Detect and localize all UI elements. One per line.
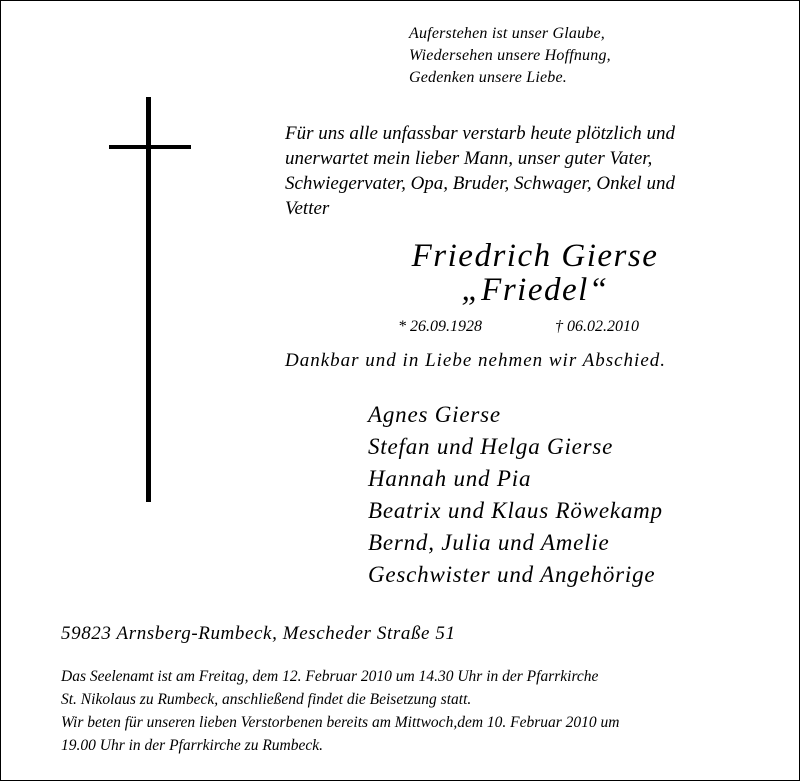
service-notice [61,665,620,757]
notice-line: 19.00 Uhr in der Pfarrkirche zu Rumbeck. [61,737,324,754]
motto-line: Gedenken unsere Liebe. [409,69,567,86]
address: 59823 Arnsberg-Rumbeck, Mescheder Straße 51 [61,623,456,644]
family-member: Stefan und Helga Gierse [368,434,614,459]
cross-vertical-bar [146,97,151,502]
deceased-name: Friedrich Gierse [411,238,659,274]
family-member: Geschwister und Angehörige [368,562,656,587]
family-member: Beatrix und Klaus Röwekamp [368,498,663,523]
notice-line: Wir beten für unseren lieben Verstorbenen bereits am Mittwoch,dem 10. Februar 2010 um [61,714,620,731]
birth-date: * 26.09.1928 [398,318,482,335]
family-list [368,399,663,591]
farewell-line: Dankbar und in Liebe nehmen wir Abschied. [285,350,667,371]
intro-line: Vetter [285,198,330,219]
intro-line: Für uns alle unfassbar verstarb heute plötzlich und [285,123,676,144]
family-member: Bernd, Julia und Amelie [368,530,610,555]
intro-line: unerwartet mein lieber Mann, unser guter Vater, [285,148,653,169]
motto [409,23,611,89]
family-member: Agnes Gierse [368,402,501,427]
intro-text [285,121,785,221]
motto-line: Auferstehen ist unser Glaube, [409,25,605,42]
deceased-name-block [285,239,785,307]
notice-line: Das Seelenamt ist am Freitag, dem 12. Februar 2010 um 14.30 Uhr in der Pfarrkirche [61,668,599,685]
family-member: Hannah und Pia [368,466,532,491]
motto-line: Wiedersehen unsere Hoffnung, [409,47,611,64]
intro-line: Schwiegervater, Opa, Bruder, Schwager, Onkel und [285,173,675,194]
notice-line: St. Nikolaus zu Rumbeck, anschließend findet die Beisetzung statt. [61,691,472,708]
deceased-nickname: „Friedel“ [461,272,609,308]
cross-horizontal-bar [109,145,191,149]
death-date: † 06.02.2010 [555,318,639,335]
